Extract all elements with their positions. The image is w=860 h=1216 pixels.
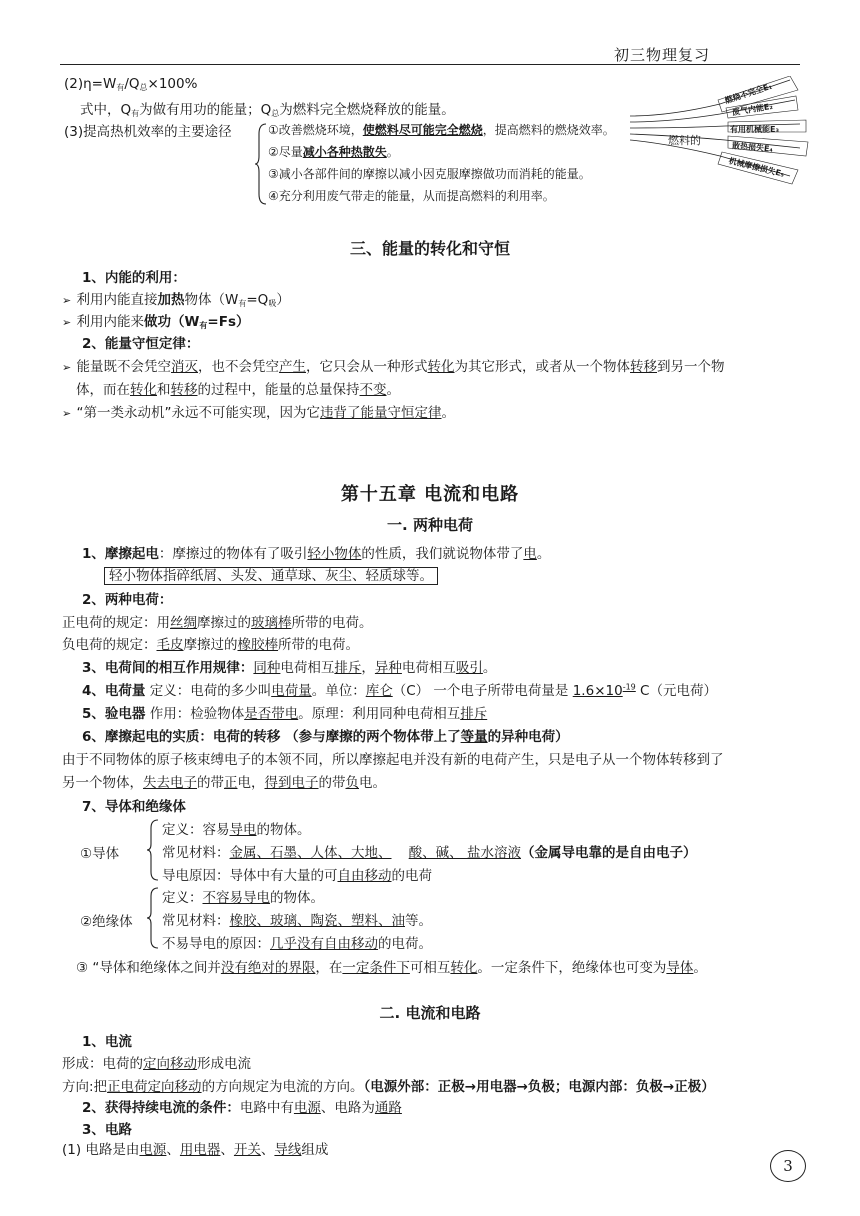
section-title-current: 二. 电流和电路 — [379, 1004, 481, 1022]
way-item-3: ③减小各部件间的摩擦以减小因克服摩擦做功而消耗的能量。 — [268, 167, 591, 181]
item-circuit: 3、电路 — [82, 1122, 132, 1138]
diagram-label-2: 废气内能E₂ — [731, 101, 774, 118]
way-item-1: ①改善燃烧环境，使燃料尽可能完全燃烧，提高燃料的燃烧效率。 — [268, 123, 615, 137]
subsection-internal-energy: 1、内能的利用： — [82, 270, 186, 286]
circuit-components: (1) 电路是由电源、用电器、开关、导线组成 — [62, 1142, 329, 1158]
conductor-materials: 常见材料：金属、石墨、人体、大地、 酸、碱、 盐水溶液（金属导电靠的是自由电子） — [162, 845, 697, 861]
conductor-insulator-boundary: ③ “导体和绝缘体之间并没有绝对的界限，在一定条件下可相互转化。一定条件下，绝缘体也可变为导体。 — [76, 960, 707, 976]
diagram-label-4: 散热损失E₄ — [731, 141, 774, 154]
diagram-label-1: 燃烧不完全E₁ — [723, 81, 774, 106]
negative-charge-def: 负电荷的规定：毛皮摩擦过的橡胶棒所带的电荷。 — [62, 637, 359, 653]
insulator-definition: 定义：不容易导电的物体。 — [162, 890, 324, 906]
section-title-energy: 三、能量的转化和守恒 — [349, 239, 510, 258]
diagram-label-3: 有用机械能E₃ — [730, 125, 779, 134]
insulator-materials: 常见材料：橡胶、玻璃、陶瓷、塑料、油等。 — [162, 913, 432, 929]
efficiency-formula: $(2)\eta=W_有/Q_总\times 100\%$ — [64, 76, 198, 92]
conductor-label: ①导体 — [80, 846, 120, 862]
diagram-center-label: 燃料的 — [668, 134, 701, 147]
item-interaction-law: 3、电荷间的相互作用规律：同种电荷相互排斥，异种电荷相互吸引。 — [82, 660, 497, 676]
insulator-reason: 不易导电的原因：几乎没有自由移动的电荷。 — [162, 936, 432, 952]
chapter-title: 第十五章 电流和电路 — [340, 484, 520, 505]
header-title: 初三物理复习 — [613, 46, 710, 64]
subsection-conservation: 2、能量守恒定律： — [82, 336, 200, 352]
item-continuous-current: 2、获得持续电流的条件：电路中有电源、电路为通路 — [82, 1100, 402, 1116]
bullet-work: ➢ 利用内能来做功$(W_有=Fs)$ — [62, 310, 250, 331]
essence-paragraph-1: 由于不同物体的原子核束缚电子的本领不同，所以摩擦起电并没有新的电荷产生，只是电子从一个物体转移到了 — [62, 752, 724, 768]
bullet-perpetual-motion: ➢ “第一类永动机”永远不可能实现，因为它违背了能量守恒定律。 — [62, 401, 455, 421]
energy-flow-diagram — [630, 76, 820, 186]
light-objects-note: 轻小物体指碎纸屑、头发、通草球、灰尘、轻质球等。 — [104, 564, 438, 584]
formula-explanation: 式中，$Q_有$为做有用功的能量；$Q_总$为燃料完全燃烧释放的能量。 — [80, 102, 455, 118]
essence-paragraph-2: 另一个物体，失去电子的带正电，得到电子的带负电。 — [62, 775, 386, 791]
insulator-brace — [146, 886, 160, 950]
page-number: 3 — [770, 1150, 806, 1182]
way-item-2: ②尽量减小各种热散失。 — [268, 145, 399, 159]
item-electroscope: 5、验电器 作用：检验物体是否带电。原理：利用同种电荷相互排斥 — [82, 706, 488, 722]
item-current: 1、电流 — [82, 1034, 132, 1050]
insulator-label: ②绝缘体 — [80, 914, 133, 930]
conductor-brace — [146, 818, 160, 882]
bullet-heating: ➢ 利用内能直接加热物体$(W_有=Q_吸)$ — [62, 288, 290, 309]
diagram-label-5: 机械摩擦损失E₅ — [727, 156, 786, 179]
conductor-reason: 导电原因：导体中有大量的可自由移动的电荷 — [162, 868, 432, 884]
positive-charge-def: 正电荷的规定：用丝绸摩擦过的玻璃棒所带的电荷。 — [62, 615, 373, 631]
item-friction-essence: 6、摩擦起电的实质：电荷的转移 （参与摩擦的两个物体带上了等量的异种电荷） — [82, 729, 569, 745]
bullet-conservation-law: ➢ 能量既不会凭空消灭，也不会凭空产生，它只会从一种形式转化为其它形式，或者从一个物体转移到另一个物 — [62, 355, 725, 375]
section-title-charges: 一. 两种电荷 — [387, 516, 473, 534]
ways-brace — [254, 122, 268, 206]
item-conductors: 7、导体和绝缘体 — [82, 799, 186, 815]
item-charge-quantity: 4、电荷量 定义：电荷的多少叫电荷量。单位：库仑（C） 一个电子所带电荷量是 $1.6\times 10^{-19}$ C（元电荷） — [82, 682, 717, 699]
item-friction-charging: 1、摩擦起电：摩擦过的物体有了吸引轻小物体的性质，我们就说物体带了电。 — [82, 546, 551, 562]
conservation-law-cont: 体，而在转化和转移的过程中，能量的总量保持不变。 — [76, 382, 400, 398]
efficiency-ways-label: (3)提高热机效率的主要途径 — [64, 124, 232, 140]
current-direction: 方向:把正电荷定向移动的方向规定为电流的方向。（电源外部：正极→用电器→负极；电源内部：负极→正极） — [62, 1079, 715, 1095]
way-item-4: ④充分利用废气带走的能量，从而提高燃料的利用率。 — [268, 189, 555, 203]
item-two-charges: 2、两种电荷： — [82, 592, 173, 608]
current-formation: 形成：电荷的定向移动形成电流 — [62, 1056, 251, 1072]
header-rule — [60, 64, 800, 65]
conductor-definition: 定义：容易导电的物体。 — [162, 822, 311, 838]
